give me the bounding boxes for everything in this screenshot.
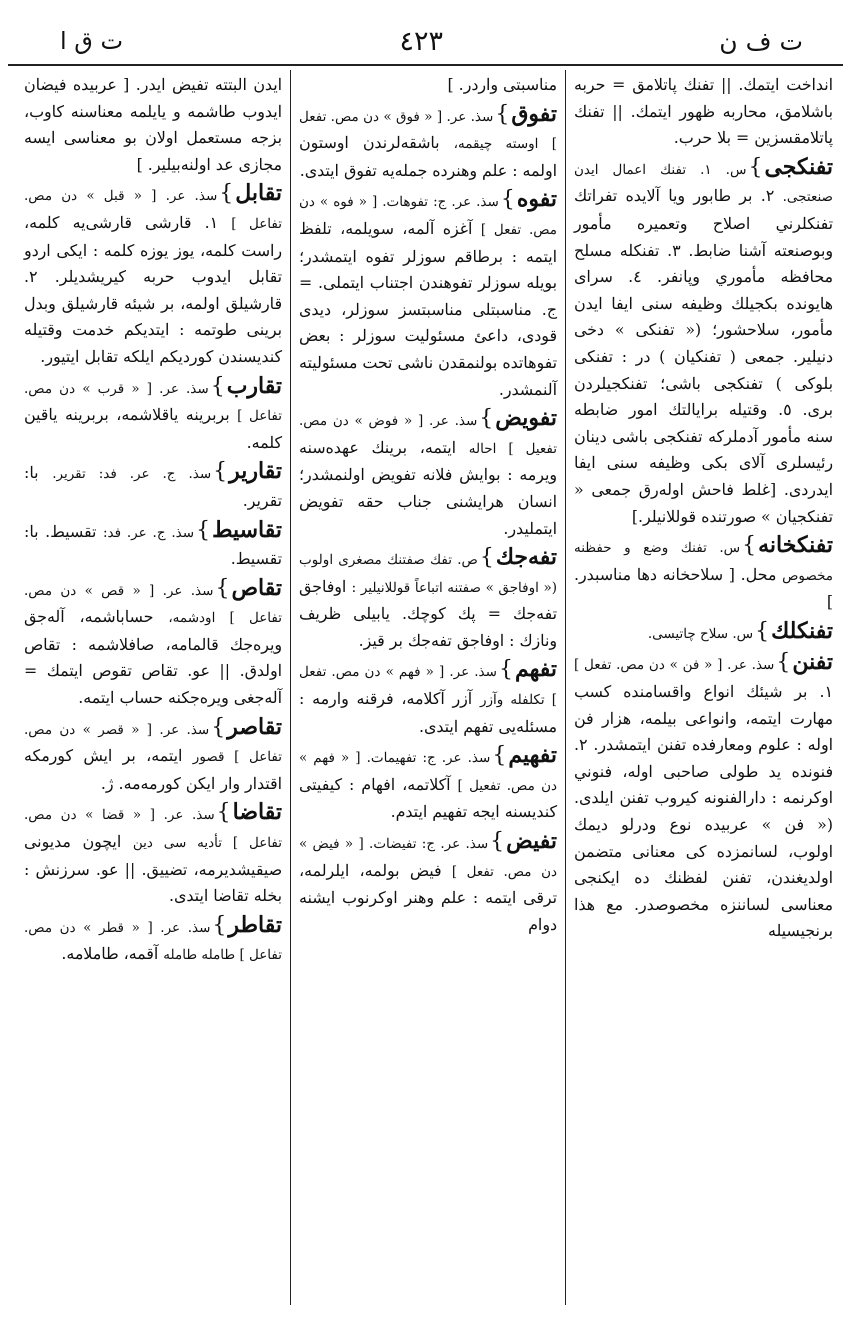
entry-definition: آكلاتمه، افهام : كيفيتى كنديسنه ايجه تفهيم ايتدم. <box>299 774 557 822</box>
entry-grammar-note: سذ. ج. عر. فد: <box>102 524 195 541</box>
brace: } <box>479 545 494 571</box>
entry-headword: تقاصر <box>227 713 282 740</box>
dictionary-entry <box>574 647 833 945</box>
entry-headword: تفيض <box>506 828 557 855</box>
dictionary-entry <box>574 616 833 648</box>
entry-headword: تفهم <box>514 656 557 683</box>
entry-grammar-note: سذ. ج. عر. فد: تقرير. <box>52 466 212 483</box>
entry-definition: بربرينه ياقلاشمه، بربرينه ياقين كلمه. <box>24 405 282 452</box>
entry-grammar-note: سذ. عر. [ « فوق » دن مص. تفعل ] اوسته چيقمه، <box>299 108 558 153</box>
entry-grammar-note: سذ. عر. [ « قضا » دن مص. تفاعل ] تأديه‌ سى دين <box>24 807 282 852</box>
entry-headword: تفنكلك <box>771 617 833 644</box>
entry-definition: ايدن البتته تفيض ايدر. [ عربيده فيضان ايدوب طاشمه و يايلمه معناسنه كاوب، بزجه مستعمل اولان بو معناسى ايسه مجازى عد اولنه‌بيلير. ] <box>24 75 282 174</box>
entry-grammar-note: س. سلاح چاتيسى. <box>647 625 754 642</box>
brace: } <box>500 187 515 213</box>
entry-definition: ايتمه، بر ايش كورمكه اقتدار وار ايكن كورمه‌مه. ژ. <box>24 746 282 793</box>
dictionary-entry <box>299 740 557 826</box>
dictionary-entry <box>24 371 282 457</box>
entry-headword: تفه‌جك <box>495 544 557 571</box>
entry-grammar-note: سذ. عر. [ « قطر » دن مص. تفاعل ] طامله طامله <box>24 919 282 964</box>
text-columns <box>10 70 841 1305</box>
entry-headword: تقارير <box>229 458 282 485</box>
header-right-letters: ت ف ن <box>719 26 803 56</box>
entry-headword: تفنكجى <box>764 153 834 180</box>
brace: } <box>748 154 763 180</box>
entry-grammar-note: ص. تفك صفتنك مصغرى اولوب (« اوفاجق » صفتنه اتباعاً قوللانيلير : <box>299 552 558 596</box>
dictionary-entry <box>24 910 282 969</box>
dictionary-entry <box>24 456 282 514</box>
entry-headword: تفهيم <box>508 742 557 769</box>
entry-grammar-note: سذ. عر. [ « فوض » دن مص. تفعيل ] احاله <box>299 413 557 457</box>
brace: } <box>490 829 505 855</box>
dictionary-entry <box>299 72 557 99</box>
entry-grammar-note: سذ. عر. [ « فن » دن مص. تفعل ] <box>574 657 775 674</box>
dictionary-entry <box>299 826 557 938</box>
dictionary-entry <box>24 72 282 178</box>
entry-headword: تفويض <box>495 405 557 432</box>
entry-grammar-note: سذ. عر. [ « قبل » دن مص. تفاعل ] <box>24 188 282 232</box>
entry-headword: تقاضا <box>232 799 282 826</box>
entry-headword: تفنكخانه <box>758 532 833 559</box>
entry-definition: آزر آكلامه، فرقنه وارمه : مسئله‌يى تفهم ايتدى. <box>299 689 557 736</box>
brace: } <box>210 373 225 399</box>
entry-headword: تقاسيط <box>212 516 282 543</box>
entry-definition: ٢. بر طابور ويا آلايده تفراتك تفنكلرني اصلاح وتعميره مأمور وبوصنعته آشنا ضابط. ٣. تفنكله مسلح محافظه مأموري وپانفر. ٤. سراى هايونده بكجيلك وظيفه ‌سنى ايفا ايدن مأمور، سلاحشور؛ (« تفنكى » دخى دنيلير. جمعى ( تفنكيان ) در : تفنكى بلوكى ) تفنكجى باشى؛ تفنكجيلردن برى. ٥. وقتيله برايالتك امور ضابطه ‌سنه مأمور آدملركه تفنكجى باشى دينان رئيسلرى آلاى بكى وظيفه ‌سنى ايفا ايدردى. [غلط فاحش اوله‌رق جمعى « تفنكجيان » صورتنده قوللانيلر.] <box>574 186 833 526</box>
entry-headword: تفنن <box>792 649 833 676</box>
dictionary-entry <box>574 72 833 152</box>
entry-grammar-note: س. تفنك وضع و حفظنه مخصوص <box>574 540 834 584</box>
entry-grammar-note: سذ. عر. ج: تفوهات. [ « فوه » دن مص. تفعل ] <box>299 194 558 238</box>
entry-definition: فيض بولمه، ايلرلمه، ترقى ايتمه : علم وهنر اوكرنوب ايشنه دوام <box>299 860 557 934</box>
brace: } <box>742 533 757 559</box>
entry-grammar-note: سذ. عر. [ « قصر » دن مص. تفاعل ] قصور <box>24 721 282 766</box>
brace: } <box>216 800 231 826</box>
brace: } <box>492 743 507 769</box>
brace: } <box>219 181 234 207</box>
entry-headword: تفوق <box>511 100 557 127</box>
brace: } <box>196 517 211 543</box>
entry-grammar-note: سذ. عر. ج: تفيضات. [ « فيض » دن مص. تفعل ] <box>299 836 558 880</box>
brace: } <box>498 657 513 683</box>
entry-definition: با: تقرير. <box>24 463 282 510</box>
entry-grammar-note: سذ. عر. ج: تفهيمات. [ « فهم » دن مص. تفعيل ] <box>299 750 557 794</box>
dictionary-entry <box>24 712 282 798</box>
dictionary-entry <box>299 542 557 654</box>
dictionary-entry <box>24 515 282 573</box>
brace: } <box>212 912 227 938</box>
dictionary-entry <box>299 99 557 185</box>
entry-definition: ١. قارشى قارشى‌يه كلمه، راست كلمه، يوز يوزه كلمه : ايكى اردو تقابل ايدوب حربه كيريشديلر. ٢. قارشيلق اولمه، بر شيئه قارشيلق وبدل برينى طوتمه : ايتديكم خدمت وقتيله كنديسندن كورديكم ايلكه تقابل ايتيور. <box>24 212 282 366</box>
brace: } <box>755 618 770 644</box>
brace: } <box>479 406 494 432</box>
column-middle <box>291 70 566 1305</box>
brace: } <box>211 714 226 740</box>
entry-headword: تقاطر <box>228 911 282 938</box>
header-left-letters: ت ق ا <box>60 27 124 55</box>
entry-definition: ايتمه، برينك عهده‌سنه ويرمه : بوايش فلانه تفويض اولنمشدر؛ انسان هرايشنى جناب حقه تفويض ايتمليدر. <box>299 437 557 538</box>
entry-definition: ايچون مديونى صيقيشديرمه، تضييق. || عو. سرزنش : بخله تقاضا ايتدى. <box>24 832 282 906</box>
entry-definition: مناسبتى واردر. ] <box>447 75 557 94</box>
entry-grammar-note: سذ. عر. [ « قرب » دن مص. تفاعل ] <box>24 380 282 425</box>
entry-definition: انداخت ايتمك. || تفنك پاتلامق = حربه باشلامق، محاربه ظهور ايتمك. || تفنك پاتلامقسزين = بلا حرب. <box>574 75 833 148</box>
dictionary-entry <box>24 573 282 712</box>
brace: } <box>213 459 228 485</box>
page-header <box>18 24 833 58</box>
entry-headword: تقاص <box>231 574 282 601</box>
dictionary-entry <box>299 654 557 740</box>
entry-grammar-note: س. ١. تفنك اعمال ايدن صنعتجى. <box>574 161 833 206</box>
column-right <box>566 70 841 1305</box>
entry-definition: اوفاجق تفه‌جك = پك كوچك. يابيلى ظريف ونازك : اوفاجق تفه‌جك بر قيز. <box>299 576 557 650</box>
column-left <box>16 70 291 1305</box>
brace: } <box>776 650 791 676</box>
entry-definition: حساباشمه، آله‌جق ويره‌جك قالمامه، صافلاشمه : تقاص اولدق. || عو. تقاص تقوص ايتمك = آله‌جغى ويره‌جكنه حساب ايتمه. <box>24 607 282 708</box>
dictionary-entry <box>574 530 833 616</box>
page-number: ٤٢٣ <box>399 25 443 57</box>
dictionary-entry <box>574 152 833 530</box>
entry-definition: آقمه، طاملامه. <box>61 944 159 964</box>
entry-definition: تقسيط. با: تقسيط. <box>24 521 282 569</box>
entry-definition: آغزه آلمه، سويلمه، تلفظ ايتمه : برطاقم سوزلر تفوه ايتمشدر؛ بويله سوزلر تفوهندن اجتناب ايتملى. = ج. مناسبتلى مناسبتسز سوزلر، ديدى قودى، داعئ مسئوليت سوزلر : بعض تفوهاتده بولنمقدن ناشى تحت مسئوليته آلنمشدر. <box>299 218 557 399</box>
header-rule <box>8 64 843 66</box>
dictionary-entry <box>299 403 557 542</box>
dictionary-entry <box>24 178 282 370</box>
dictionary-entry <box>24 797 282 909</box>
dictionary-entry <box>299 184 557 403</box>
brace: } <box>495 101 510 127</box>
entry-headword: تقابل <box>235 180 282 207</box>
entry-headword: تقارب <box>226 372 282 399</box>
entry-definition: باشقه‌لرندن اوستون اولمه : علم وهنرده جمله‌يه تفوق ايتدى. <box>299 133 557 180</box>
entry-grammar-note: سذ. عر. [ « فهم » دن مص. تفعل ] تكلفله وآزر <box>299 664 557 709</box>
entry-definition: ١. بر شيئك انواع واقسامنده كسب مهارت ايتمه، وانواعى بيلمه، هزار فن اوله : علوم ومعارفده تفنن ايتمشدر. ٢. فنونده يد طولى صاحبى اوله، فنوني اوكرنمه : دارالفنونه كيروب تفنن ايلدى. (« فن » عربيده نوع ودرلو ديمك اولوب، لسانمزده كى معنانى متضمن اولديغندن، تفنن لفظنك ده ايكنجى معناسى لساننزه مخصوصدر. مع هذا برنجيسيله <box>574 682 833 941</box>
entry-grammar-note: سذ. عر. [ « قص » دن مص. تفاعل ] اودشمه، <box>24 582 282 627</box>
brace: } <box>215 575 230 601</box>
entry-headword: تفوه <box>516 186 557 213</box>
entry-definition: محل. [ سلاحخانه دها مناسبدر. ] <box>574 564 833 612</box>
